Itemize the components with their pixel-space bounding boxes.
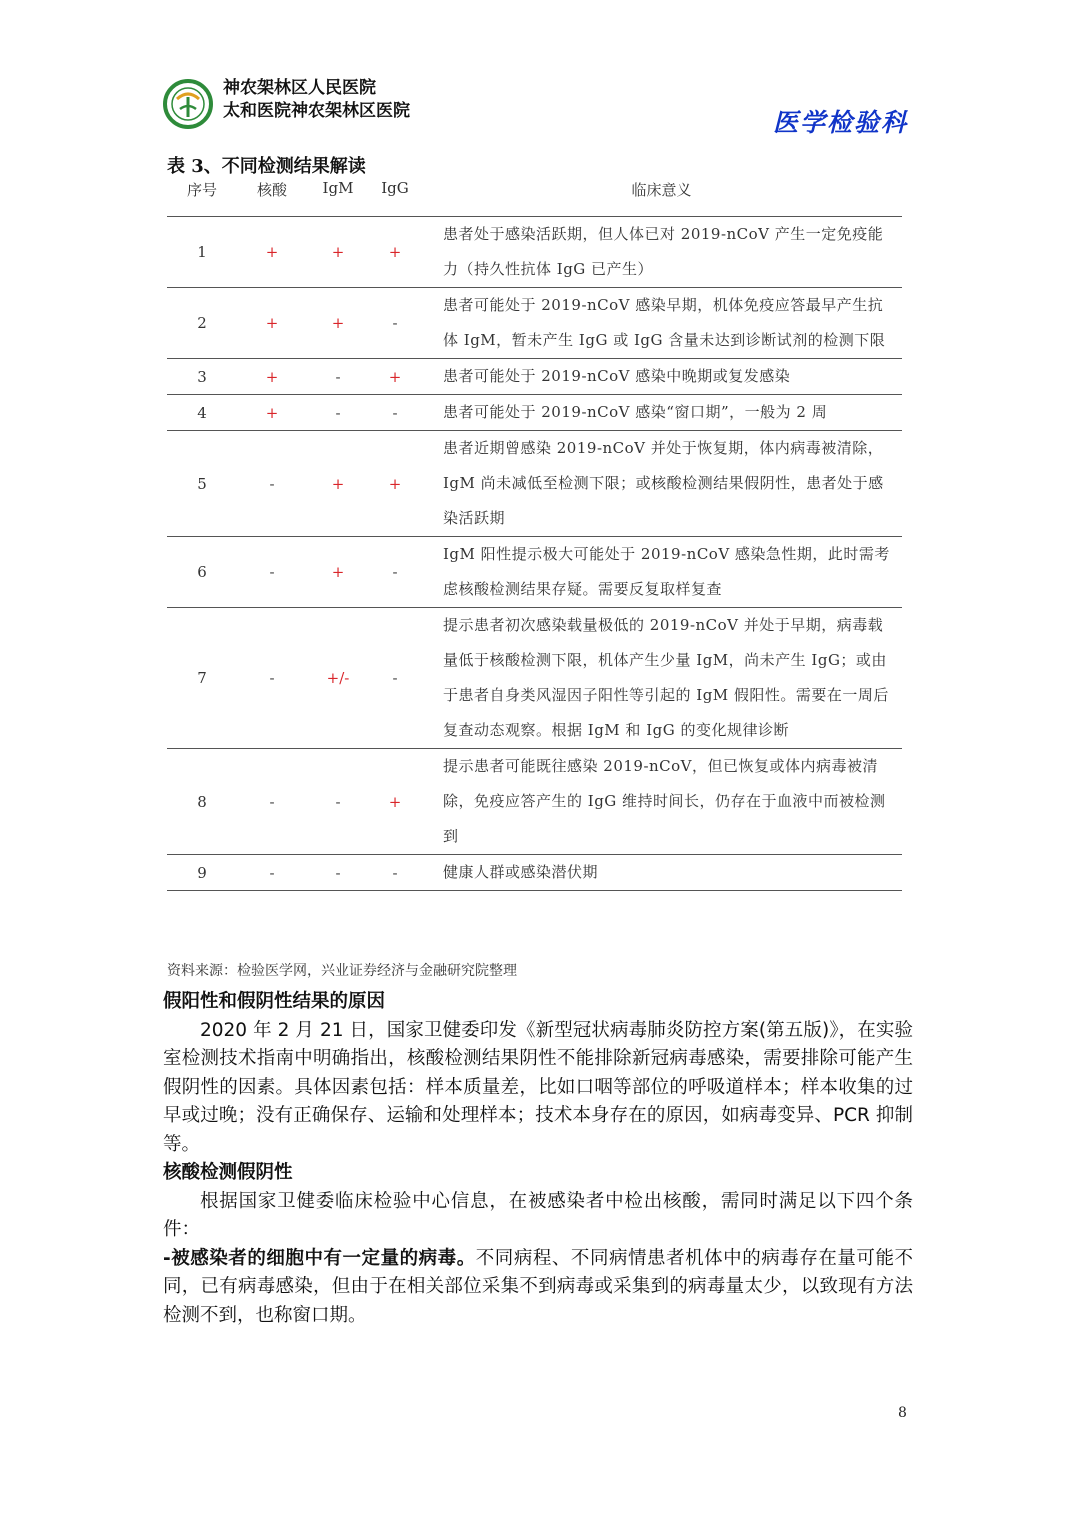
hospital-logo-icon xyxy=(163,79,213,129)
cell-meaning: 患者处于感染活跃期，但人体已对 2019-nCoV 产生一定免疫能力（持久性抗体 IgG 已产生） xyxy=(421,217,902,288)
section-paragraph-false-negative: 根据国家卫健委临床检验中心信息，在被感染者中检出核酸，需同时满足以下四个条件： xyxy=(163,1190,913,1240)
header-meaning: 临床意义 xyxy=(421,173,902,217)
cell-no: 3 xyxy=(167,359,237,395)
page-header xyxy=(163,75,908,145)
table-row xyxy=(167,431,902,537)
results-table xyxy=(167,173,902,891)
table-row xyxy=(167,359,902,395)
condition-point-bold: -被感染者的细胞中有一定量的病毒。 xyxy=(163,1247,476,1269)
cell-nucleic-acid: + xyxy=(237,395,307,431)
cell-nucleic-acid: - xyxy=(237,431,307,537)
section-heading-false-negative: 核酸检测假阴性 xyxy=(163,1162,293,1183)
header-igg: IgG xyxy=(369,173,421,217)
cell-meaning: 患者可能处于 2019-nCoV 感染“窗口期”，一般为 2 周 xyxy=(421,395,902,431)
cell-igg: - xyxy=(369,608,421,749)
cell-no: 8 xyxy=(167,749,237,855)
cell-igg: + xyxy=(369,749,421,855)
department-title: 医学检验科 xyxy=(772,108,908,137)
cell-no: 5 xyxy=(167,431,237,537)
table-row xyxy=(167,395,902,431)
header-igm: IgM xyxy=(307,173,369,217)
cell-igm: +/- xyxy=(307,608,369,749)
cell-meaning: 患者可能处于 2019-nCoV 感染早期，机体免疫应答最早产生抗体 IgM，暂未产生 IgG 或 IgG 含量未达到诊断试剂的检测下限 xyxy=(421,288,902,359)
header-nucleic-acid: 核酸 xyxy=(237,173,307,217)
cell-meaning: 健康人群或感染潜伏期 xyxy=(421,855,902,891)
cell-igm: - xyxy=(307,855,369,891)
table-row xyxy=(167,537,902,608)
section-paragraph-false-results: 2020 年 2 月 21 日，国家卫健委印发《新型冠状病毒肺炎防控方案(第五版)》，在实验室检测技术指南中明确指出，核酸检测结果阴性不能排除新冠病毒感染，需要排除可能产生假阴性的因素。具体因素包括：样本质量差，比如口咽等部位的呼吸道样本；样本收集的过早或过晚；没有正确保存、运输和处理样本；技术本身存在的原因，如病毒变异、PCR 抑制等。 xyxy=(163,1019,913,1155)
cell-igg: - xyxy=(369,855,421,891)
cell-igm: - xyxy=(307,359,369,395)
cell-igm: + xyxy=(307,288,369,359)
cell-nucleic-acid: + xyxy=(237,359,307,395)
cell-igg: + xyxy=(369,359,421,395)
cell-igg: - xyxy=(369,395,421,431)
cell-igg: - xyxy=(369,288,421,359)
cell-igm: + xyxy=(307,431,369,537)
cell-no: 4 xyxy=(167,395,237,431)
cell-nucleic-acid: + xyxy=(237,217,307,288)
cell-igm: + xyxy=(307,537,369,608)
table-row xyxy=(167,608,902,749)
cell-igm: - xyxy=(307,749,369,855)
hospital-name-line2: 太和医院神农架林区医院 xyxy=(223,101,410,121)
cell-nucleic-acid: - xyxy=(237,608,307,749)
page-number: 8 xyxy=(898,1405,907,1421)
table-title: 表 3、不同检测结果解读 xyxy=(167,156,366,177)
cell-meaning: 提示患者可能既往感染 2019-nCoV，但已恢复或体内病毒被清除，免疫应答产生的 IgG 维持时间长，仍存在于血液中而被检测到 xyxy=(421,749,902,855)
hospital-name xyxy=(223,77,410,123)
cell-igm: - xyxy=(307,395,369,431)
cell-igg: + xyxy=(369,217,421,288)
header-no: 序号 xyxy=(167,173,237,217)
cell-no: 1 xyxy=(167,217,237,288)
cell-nucleic-acid: + xyxy=(237,288,307,359)
condition-point-text: 不同病程、不同病情患者机体中的病毒存在量可能不同，已有病毒感染，但由于在相关部位采集不到病毒或采集到的病毒量太少，以致现有方法检测不到，也称窗口期。 xyxy=(163,1247,913,1326)
table-row xyxy=(167,288,902,359)
cell-no: 7 xyxy=(167,608,237,749)
cell-igg: + xyxy=(369,431,421,537)
cell-no: 9 xyxy=(167,855,237,891)
table-row xyxy=(167,749,902,855)
cell-meaning: 患者近期曾感染 2019-nCoV 并处于恢复期，体内病毒被清除，IgM 尚未减低至检测下限；或核酸检测结果假阴性，患者处于感染活跃期 xyxy=(421,431,902,537)
body-text xyxy=(163,988,913,1330)
table-source: 资料来源：检验医学网，兴业证券经济与金融研究院整理 xyxy=(167,963,517,979)
cell-meaning: IgM 阳性提示极大可能处于 2019-nCoV 感染急性期，此时需考虑核酸检测结果存疑。需要反复取样复查 xyxy=(421,537,902,608)
cell-meaning: 患者可能处于 2019-nCoV 感染中晚期或复发感染 xyxy=(421,359,902,395)
cell-nucleic-acid: - xyxy=(237,749,307,855)
cell-nucleic-acid: - xyxy=(237,537,307,608)
cell-igg: - xyxy=(369,537,421,608)
cell-no: 6 xyxy=(167,537,237,608)
condition-point xyxy=(163,1245,913,1331)
table-header-row xyxy=(167,173,902,217)
section-heading-false-results: 假阳性和假阴性结果的原因 xyxy=(163,991,386,1012)
cell-no: 2 xyxy=(167,288,237,359)
table-row xyxy=(167,217,902,288)
cell-igm: + xyxy=(307,217,369,288)
cell-nucleic-acid: - xyxy=(237,855,307,891)
cell-meaning: 提示患者初次感染载量极低的 2019-nCoV 并处于早期，病毒载量低于核酸检测下限，机体产生少量 IgM，尚未产生 IgG；或由于患者自身类风湿因子阳性等引起的 IgM 假阳性。需要在一周后复查动态观察。根据 IgM 和 IgG 的变化规律诊断 xyxy=(421,608,902,749)
table-row xyxy=(167,855,902,891)
hospital-name-line1: 神农架林区人民医院 xyxy=(223,78,376,98)
